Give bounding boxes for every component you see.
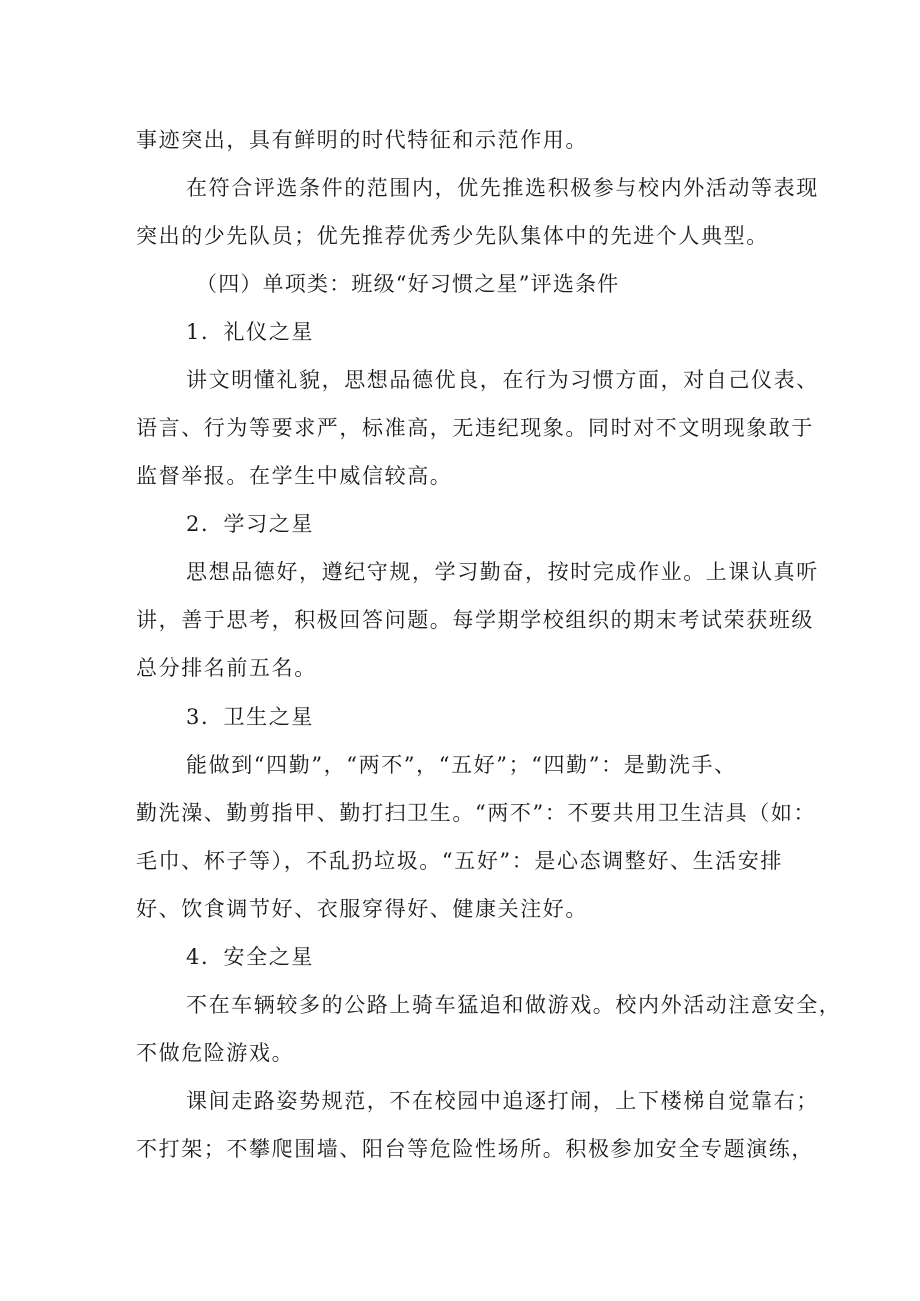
paragraph-line: 能做到“四勤”，“两不”，“五好”；“四勤”：是勤洗手、 [186,753,737,777]
subheading-hygiene-star: 3．卫生之星 [186,705,314,729]
paragraph-line: 思想品德好，遵纪守规，学习勤奋，按时完成作业。上课认真听 [186,560,819,584]
paragraph-line: 事迹突出，具有鲜明的时代特征和示范作用。 [136,128,588,152]
subheading-safety-star: 4．安全之星 [186,945,314,969]
paragraph-line: 语言、行为等要求严，标准高，无违纪现象。同时对不文明现象敢于 [136,416,814,440]
paragraph-line: 总分排名前五名。 [136,656,317,680]
paragraph-line: 突出的少先队员；优先推荐优秀少先队集体中的先进个人典型。 [136,224,769,248]
paragraph-line: 在符合评选条件的范围内，优先推选积极参与校内外活动等表现 [186,176,819,200]
paragraph-line: 讲，善于思考，积极回答问题。每学期学校组织的期末考试荣获班级 [136,608,814,632]
paragraph-line: 不做危险游戏。 [136,1041,295,1065]
section-heading: （四）单项类：班级“好习惯之星”评选条件 [196,272,620,296]
paragraph-line: 不在车辆较多的公路上骑车猛追和做游戏。校内外活动注意安全， [186,993,842,1017]
paragraph-line: 好、饮食调节好、衣服穿得好、健康关注好。 [136,897,588,921]
paragraph-line: 毛巾、杯子等），不乱扔垃圾。“五好”：是心态调整好、生活安排 [136,849,783,873]
paragraph-line: 监督举报。在学生中威信较高。 [136,464,453,488]
paragraph-line: 勤洗澡、勤剪指甲、勤打扫卫生。“两不”：不要共用卫生洁具（如： [136,801,817,825]
subheading-study-star: 2．学习之星 [186,512,314,536]
subheading-etiquette-star: 1．礼仪之星 [186,320,314,344]
paragraph-line: 讲文明懂礼貌，思想品德优良，在行为习惯方面，对自己仪表、 [186,368,819,392]
paragraph-line: 课间走路姿势规范，不在校园中追逐打闹，上下楼梯自觉靠右； [186,1089,819,1113]
paragraph-line: 不打架；不攀爬围墙、阳台等危险性场所。积极参加安全专题演练， [136,1137,814,1161]
